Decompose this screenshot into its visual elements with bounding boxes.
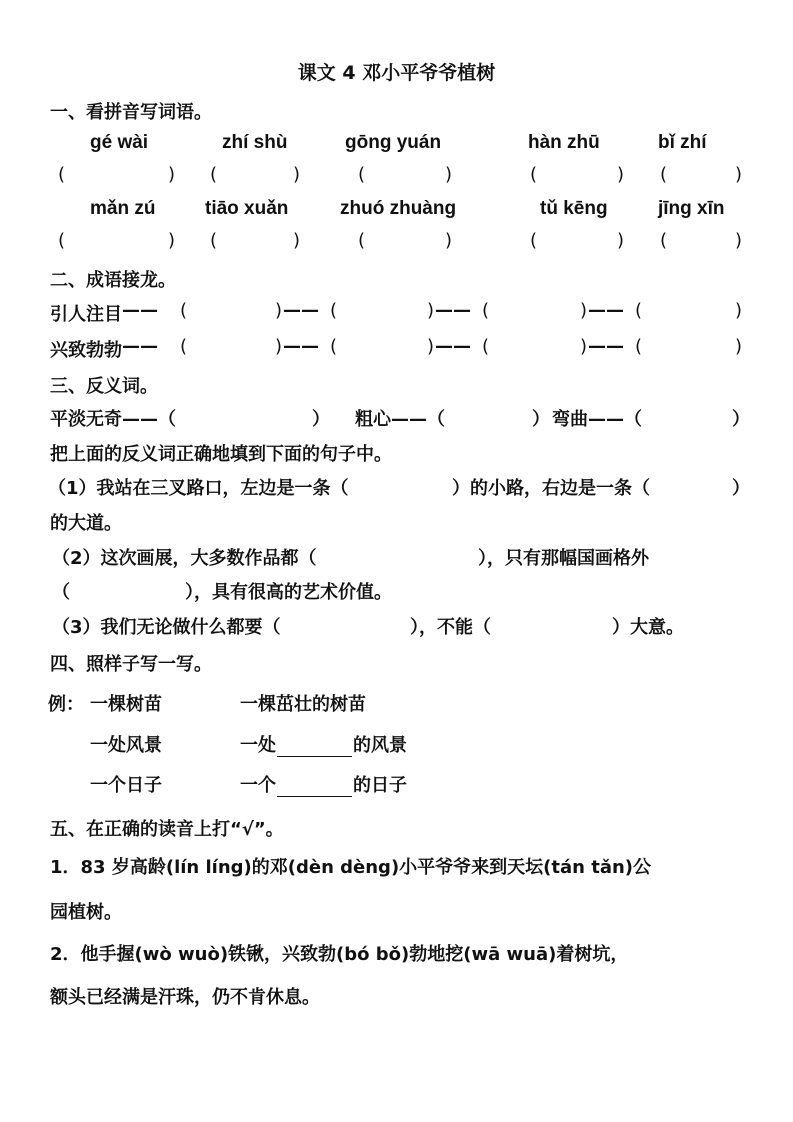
sentence-3-part-c[interactable]: ）大意。 bbox=[612, 617, 684, 638]
example-right-3-prefix: 一个 bbox=[240, 775, 276, 796]
antonym-prompt-2: 粗心——（ bbox=[355, 409, 445, 430]
idiom-chain-start-2: 兴致勃勃 bbox=[50, 340, 122, 361]
section3-heading: 三、反义词。 bbox=[50, 376, 158, 397]
section5-heading: 五、在正确的读音上打“√”。 bbox=[50, 819, 284, 840]
sentence-3-part-a: （3）我们无论做什么都要（ bbox=[52, 617, 281, 638]
idiom-blank-1-3-close: ) bbox=[580, 300, 588, 321]
sentence-1-part-d: 的大道。 bbox=[50, 513, 122, 534]
idiom-blank-1-4-close: ) bbox=[735, 300, 743, 321]
idiom-blank-1-2[interactable]: ( bbox=[330, 300, 338, 321]
answer-blank-2-5-close: ) bbox=[735, 230, 743, 251]
answer-blank-1-2-open[interactable]: ( bbox=[210, 164, 218, 185]
sentence-1-part-c[interactable]: ） bbox=[732, 478, 750, 499]
answer-blank-2-1-close: ) bbox=[168, 230, 176, 251]
fill-blank-line[interactable] bbox=[277, 738, 352, 757]
answer-blank-2-5-open[interactable]: ( bbox=[660, 230, 668, 251]
answer-blank-2-1-open[interactable]: ( bbox=[58, 230, 66, 251]
dash: —— bbox=[435, 300, 471, 321]
example-right-3-suffix: 的日子 bbox=[353, 775, 407, 796]
dash: —— bbox=[283, 300, 319, 321]
idiom-blank-1-2-close: ) bbox=[427, 300, 435, 321]
sentence-2-part-d: ），具有很高的艺术价值。 bbox=[185, 582, 392, 603]
section4-heading: 四、照样子写一写。 bbox=[50, 654, 212, 675]
answer-blank-1-1-open[interactable]: ( bbox=[58, 164, 66, 185]
example-right-2-prefix: 一处 bbox=[240, 735, 276, 756]
answer-blank-2-2-open[interactable]: ( bbox=[210, 230, 218, 251]
idiom-blank-1-3[interactable]: ( bbox=[482, 300, 490, 321]
question-2-line-1[interactable]: 2．他手握(wò wuò)铁锹，兴致勃(bó bǒ)勃地挖(wā wuā)着树坑， bbox=[50, 944, 629, 965]
pinyin-1-1: gé wài bbox=[90, 132, 149, 153]
pinyin-2-3: zhuó zhuàng bbox=[340, 198, 457, 219]
pinyin-1-2: zhí shù bbox=[222, 132, 288, 153]
pinyin-2-4: tǔ kēng bbox=[540, 198, 608, 219]
example-left-3: 一个日子 bbox=[90, 775, 162, 796]
pinyin-1-4: hàn zhū bbox=[528, 132, 600, 153]
answer-blank-1-2-close: ) bbox=[293, 164, 301, 185]
answer-blank-2-4-close: ) bbox=[617, 230, 625, 251]
dash: —— bbox=[588, 336, 624, 357]
section1-heading: 一、看拼音写词语。 bbox=[50, 102, 212, 123]
antonym-prompt-3: 弯曲——（ bbox=[552, 409, 642, 430]
idiom-blank-2-2[interactable]: ( bbox=[330, 336, 338, 357]
example-right-1: 一棵茁壮的树苗 bbox=[240, 694, 366, 715]
sentence-2-part-c[interactable]: （ bbox=[52, 582, 70, 603]
idiom-blank-2-1-close: ) bbox=[275, 336, 283, 357]
dash: —— bbox=[122, 336, 158, 357]
idiom-blank-2-3[interactable]: ( bbox=[482, 336, 490, 357]
idiom-blank-2-4[interactable]: ( bbox=[635, 336, 643, 357]
idiom-blank-1-4[interactable]: ( bbox=[635, 300, 643, 321]
dash: —— bbox=[122, 300, 158, 321]
dash: —— bbox=[588, 300, 624, 321]
answer-blank-1-4-close: ) bbox=[617, 164, 625, 185]
dash: —— bbox=[283, 336, 319, 357]
dash: —— bbox=[435, 336, 471, 357]
section2-heading: 二、成语接龙。 bbox=[50, 270, 176, 291]
example-label: 例： bbox=[48, 694, 84, 715]
pinyin-2-2: tiāo xuǎn bbox=[205, 198, 289, 219]
question-2-line-2: 额头已经满是汗珠，仍不肯休息。 bbox=[50, 987, 320, 1008]
idiom-blank-2-2-close: ) bbox=[427, 336, 435, 357]
sentence-2-part-a: （2）这次画展，大多数作品都（ bbox=[52, 548, 317, 569]
example-left-2: 一处风景 bbox=[90, 735, 162, 756]
answer-blank-1-3-close: ) bbox=[445, 164, 453, 185]
antonym-blank-1-close[interactable]: ） bbox=[312, 409, 330, 430]
page-title: 课文 4 邓小平爷爷植树 bbox=[297, 62, 496, 84]
pinyin-2-5: jīng xīn bbox=[658, 198, 725, 219]
answer-blank-1-5-close: ) bbox=[735, 164, 743, 185]
antonym-prompt-1: 平淡无奇——（ bbox=[50, 409, 176, 430]
pinyin-2-1: mǎn zú bbox=[90, 198, 156, 219]
idiom-blank-2-4-close: ) bbox=[735, 336, 743, 357]
pinyin-1-5: bǐ zhí bbox=[658, 132, 707, 153]
idiom-chain-start-1: 引人注目 bbox=[50, 304, 122, 325]
antonym-blank-2-close[interactable]: ） bbox=[532, 409, 550, 430]
answer-blank-1-5-open[interactable]: ( bbox=[660, 164, 668, 185]
sentence-1-part-b[interactable]: ）的小路，右边是一条（ bbox=[452, 478, 650, 499]
answer-blank-1-3-open[interactable]: ( bbox=[358, 164, 366, 185]
answer-blank-2-3-open[interactable]: ( bbox=[358, 230, 366, 251]
answer-blank-2-3-close: ) bbox=[445, 230, 453, 251]
sentence-3-part-b[interactable]: ），不能（ bbox=[410, 617, 491, 638]
answer-blank-2-2-close: ) bbox=[293, 230, 301, 251]
sentence-2-part-b[interactable]: ），只有那幅国画格外 bbox=[478, 548, 649, 569]
answer-blank-1-1-close: ) bbox=[168, 164, 176, 185]
pinyin-1-3: gōng yuán bbox=[345, 132, 442, 153]
fill-instruction: 把上面的反义词正确地填到下面的句子中。 bbox=[50, 444, 392, 465]
fill-blank-line[interactable] bbox=[277, 778, 352, 797]
answer-blank-2-4-open[interactable]: ( bbox=[530, 230, 538, 251]
question-1-line-1[interactable]: 1．83 岁高龄(lín líng)的邓(dèn dèng)小平爷爷来到天坛(tán tǎn)公 bbox=[50, 857, 652, 878]
antonym-blank-3-close[interactable]: ） bbox=[732, 409, 750, 430]
idiom-blank-2-3-close: ) bbox=[580, 336, 588, 357]
example-right-2-suffix: 的风景 bbox=[353, 735, 407, 756]
question-1-line-2: 园植树。 bbox=[50, 902, 122, 923]
example-right-3 bbox=[240, 771, 407, 797]
idiom-blank-2-1[interactable]: ( bbox=[180, 336, 188, 357]
idiom-blank-1-1[interactable]: ( bbox=[180, 300, 188, 321]
sentence-1-part-a: （1）我站在三叉路口，左边是一条（ bbox=[48, 478, 349, 499]
example-right-2 bbox=[240, 731, 407, 757]
example-left-1: 一棵树苗 bbox=[90, 694, 162, 715]
answer-blank-1-4-open[interactable]: ( bbox=[530, 164, 538, 185]
idiom-blank-1-1-close: ) bbox=[275, 300, 283, 321]
